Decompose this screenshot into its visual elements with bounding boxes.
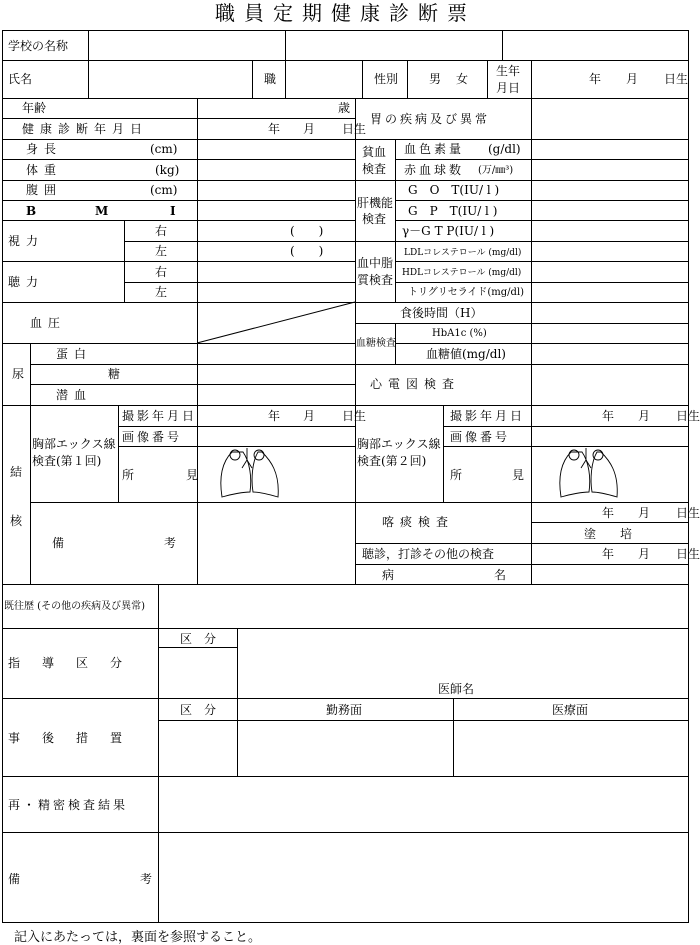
male-option: 男: [429, 72, 442, 86]
vision-left-paren: ( ): [290, 244, 324, 258]
sex-label: 性別: [374, 72, 399, 86]
bp-label: 血圧: [30, 316, 67, 330]
hemoglobin-unit: (g/dl): [488, 142, 521, 156]
sputum-month: 月: [638, 506, 651, 520]
occult-blood-label: 潜血: [56, 388, 93, 402]
finding-label-1b: 見: [186, 468, 199, 482]
doctor-label: 医師名: [438, 682, 475, 696]
anemia-label-2: 検査: [362, 162, 387, 176]
sugar-label: 糖: [108, 367, 121, 381]
disease-label-2: 名: [494, 568, 507, 582]
sugar-test-label: 血糖検査: [356, 338, 396, 349]
liver-label-2: 検査: [362, 212, 387, 226]
ggtp-label: γ－G T P(IU/ l ): [402, 224, 495, 238]
auscultation-month: 月: [638, 547, 651, 561]
urine-label: 尿: [12, 367, 25, 381]
xray2-label-2: 検査(第２回): [357, 454, 427, 468]
auscultation-label: 聴診，打診その他の検査: [362, 547, 495, 561]
shot-month-1: 月: [303, 409, 316, 423]
vision-left: 左: [155, 244, 168, 258]
birth-label-1: 生年: [496, 64, 521, 78]
reexam-label: 再・精密検査結果: [8, 798, 129, 812]
exam-date-label: 健康診断年月日: [22, 122, 149, 136]
bmi-i: I: [170, 204, 176, 218]
tb-label-2: 核: [10, 514, 23, 528]
hearing-label: 聴力: [8, 275, 45, 289]
female-option: 女: [456, 72, 469, 86]
page-title: 職員定期健康診断票: [215, 1, 476, 25]
measures-category-label: 区 分: [180, 703, 217, 717]
shot-year-1: 年: [268, 409, 281, 423]
weight-unit: (kg): [155, 163, 180, 177]
hba1c-label: HbA1c (%): [432, 328, 487, 339]
protein-label: 蛋白: [56, 347, 93, 361]
weight-label: 体重: [26, 163, 63, 177]
shot-date-label-1: 撮影年月日: [122, 409, 198, 423]
glucose-label: 血糖値(mg/dl): [426, 347, 506, 361]
bmi-b: B: [26, 204, 37, 218]
guidance-label: 指導区分: [8, 656, 145, 670]
rbc-unit: (万/㎜³): [478, 165, 514, 176]
vision-right-paren: ( ): [290, 224, 324, 238]
name-label: 氏名: [8, 72, 33, 86]
vision-right: 右: [155, 224, 168, 238]
rbc-label: 赤血球数: [404, 163, 465, 177]
waist-label: 腹囲: [26, 183, 63, 197]
job-label: 職: [264, 72, 277, 86]
birth-label-2: 月日: [496, 81, 521, 95]
bmi-m: M: [95, 204, 109, 218]
measures-label: 事後措置: [8, 731, 145, 745]
ecg-label: 心電図検査: [370, 377, 461, 391]
ldl-label: LDLコレステロール (mg/dl): [404, 248, 522, 258]
tg-label: トリグリセライド(mg/dl): [408, 287, 525, 298]
auscultation-year: 年: [602, 547, 615, 561]
exam-year: 年: [268, 122, 281, 136]
smear-culture-label: 塗 培: [584, 527, 633, 541]
sputum-label: 喀痰検査: [382, 515, 455, 529]
xray2-label-1: 胸部エックス線: [357, 437, 441, 451]
gpt-label: G P T(IU/ l ): [408, 204, 498, 218]
xray1-label-2: 検査(第１回): [32, 454, 102, 468]
height-label: 身長: [26, 142, 63, 156]
sputum-day: 日生: [676, 506, 700, 520]
height-unit: (cm): [150, 142, 178, 156]
lipid-label-1: 血中脂: [357, 256, 394, 270]
remarks-label: 備考: [8, 872, 273, 886]
hearing-left: 左: [155, 285, 168, 299]
got-label: G O T(IU/ l ): [408, 183, 500, 197]
shot-day-2: 日生: [676, 409, 700, 423]
birth-suffix: 日生: [664, 72, 689, 86]
shot-day-1: 日生: [342, 409, 367, 423]
guidance-category-label: 区 分: [180, 632, 217, 646]
lung-diagram-2-icon: [560, 448, 617, 497]
liver-label-1: 肝機能: [357, 196, 394, 210]
shot-month-2: 月: [638, 409, 651, 423]
disease-label-1: 病: [382, 568, 395, 582]
work-label: 勤務面: [326, 703, 363, 717]
hdl-label: HDLコレステロール (mg/dl): [402, 268, 522, 278]
birth-month: 月: [626, 72, 639, 86]
post-meal-label: 食後時間（H）: [400, 306, 483, 320]
exam-month: 月: [303, 122, 316, 136]
tb-remarks-2: 考: [164, 536, 177, 550]
birth-year: 年: [589, 72, 602, 86]
lipid-label-2: 質検査: [357, 273, 394, 287]
shot-year-2: 年: [602, 409, 615, 423]
image-no-label-1: 画像番号: [122, 430, 183, 444]
age-unit: 歳: [338, 101, 351, 115]
finding-label-1a: 所: [122, 468, 135, 482]
finding-label-2b: 見: [512, 468, 525, 482]
age-label: 年齢: [22, 101, 47, 115]
vision-label: 視力: [8, 234, 45, 248]
stomach-label: 胃の疾病及び異常: [370, 112, 491, 126]
shot-date-label-2: 撮影年月日: [450, 409, 526, 423]
image-no-label-2: 画像番号: [450, 430, 511, 444]
finding-label-2a: 所: [450, 468, 463, 482]
history-label: 既往歴 (その他の疾病及び異常): [4, 601, 145, 612]
sputum-year: 年: [602, 506, 615, 520]
hearing-right: 右: [155, 265, 168, 279]
lung-diagram-1-icon: [221, 448, 278, 497]
waist-unit: (cm): [150, 183, 178, 197]
xray1-label-1: 胸部エックス線: [32, 437, 116, 451]
anemia-label-1: 貧血: [362, 145, 387, 159]
tb-remarks-1: 備: [52, 536, 65, 550]
exam-day: 日生: [342, 122, 367, 136]
footer-note: 記入にあたっては，裏面を参照すること。: [14, 930, 262, 945]
medical-label: 医療面: [552, 703, 589, 717]
school-name-label: 学校の名称: [8, 39, 69, 53]
tb-label-1: 結: [10, 465, 23, 479]
hemoglobin-label: 血色素量: [404, 142, 465, 156]
auscultation-day: 日生: [676, 547, 700, 561]
